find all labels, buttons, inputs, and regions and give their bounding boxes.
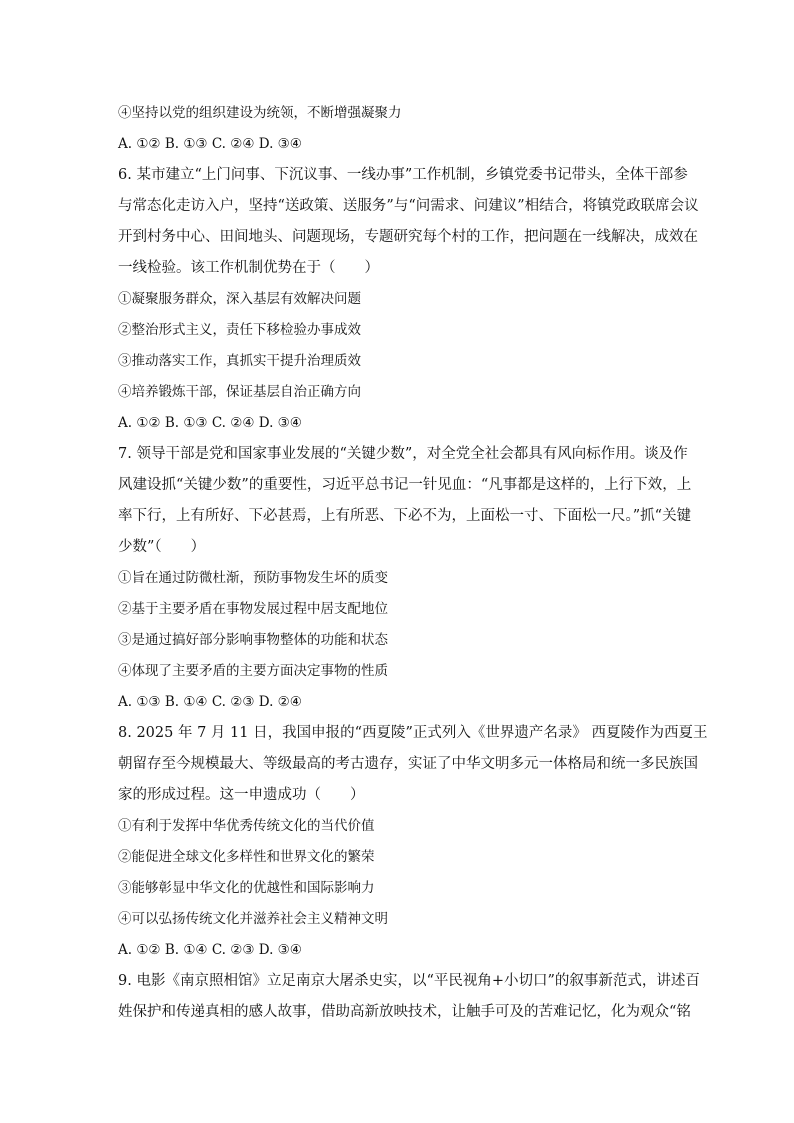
text-line: 姓保护和传递真相的感人故事，借助高新放映技术，让触手可及的苦难记忆，化为观众“铭 (118, 1004, 691, 1020)
text-line: ②整治形式主义，责任下移检验办事成效 (118, 322, 361, 338)
text-line: ③是通过搞好部分影响事物整体的功能和状态 (118, 632, 388, 648)
text-line: ④坚持以党的组织建设为统领，不断增强凝聚力 (118, 105, 402, 121)
text-line: 朝留存至今规模最大、等级最高的考古遗存，实证了中华文明多元一体格局和统一多民族国 (118, 756, 698, 772)
text-line: 与常态化走访入户，坚持“送政策、送服务”与“问需求、问建议”相结合，将镇党政联席会议 (118, 198, 699, 214)
text-line: A. ①② B. ①③ C. ②④ D. ③④ (118, 136, 302, 152)
text-line: ②基于主要矛盾在事物发展过程中居支配地位 (118, 601, 388, 617)
document-page (118, 98, 708, 1028)
text-line: A. ①② B. ①③ C. ②④ D. ③④ (118, 415, 302, 431)
text-line: 7. 领导干部是党和国家事业发展的“关键少数”，对全党全社会都具有风向标作用。谈及作 (118, 446, 688, 462)
text-line: ④培养锻炼干部，保证基层自治正确方向 (118, 384, 361, 400)
text-line: ①凝聚服务群众，深入基层有效解决问题 (118, 291, 361, 307)
text-line: ③推动落实工作，真抓实干提升治理质效 (118, 353, 361, 369)
text-line: 率下行，上有所好、下必甚焉，上有所恶、下必不为，上面松一寸、下面松一尺。”抓“关键 (118, 508, 692, 524)
text-line: ②能促进全球文化多样性和世界文化的繁荣 (118, 849, 375, 865)
text-line: 6. 某市建立“上门问事、下沉议事、一线办事”工作机制，乡镇党委书记带头，全体干部参 (118, 167, 688, 183)
text-line: ④可以弘扬传统文化并滋养社会主义精神文明 (118, 911, 388, 927)
text-line: ①有利于发挥中华优秀传统文化的当代价值 (118, 818, 375, 834)
text-line: 风建设抓“关键少数”的重要性，习近平总书记一针见血：“凡事都是这样的，上行下效，上 (118, 477, 692, 493)
text-line: 开到村务中心、田间地头、问题现场，专题研究每个村的工作，把问题在一线解决，成效在 (118, 229, 698, 245)
text-line: ④体现了主要矛盾的主要方面决定事物的性质 (118, 663, 388, 679)
text-line: 家的形成过程。这一申遗成功（ ） (118, 787, 365, 803)
text-line: ①旨在通过防微杜渐，预防事物发生坏的质变 (118, 570, 388, 586)
text-line: 少数”（ ） (118, 539, 206, 555)
text-line: 一线检验。该工作机制优势在于（ ） (118, 260, 379, 276)
text-line: ③能够彰显中华文化的优越性和国际影响力 (118, 880, 375, 896)
text-line: A. ①② B. ①④ C. ②③ D. ③④ (118, 942, 302, 958)
text-line: 9. 电影《南京照相馆》立足南京大屠杀史实，以“平民视角+小切口”的叙事新范式，讲述百 (118, 973, 700, 989)
text-line: A. ①③ B. ①④ C. ②③ D. ②④ (118, 694, 302, 710)
text-line: 8. 2025 年 7 月 11 日，我国申报的“西夏陵”正式列入《世界遗产名录》 西夏陵作为西夏王 (118, 725, 708, 741)
